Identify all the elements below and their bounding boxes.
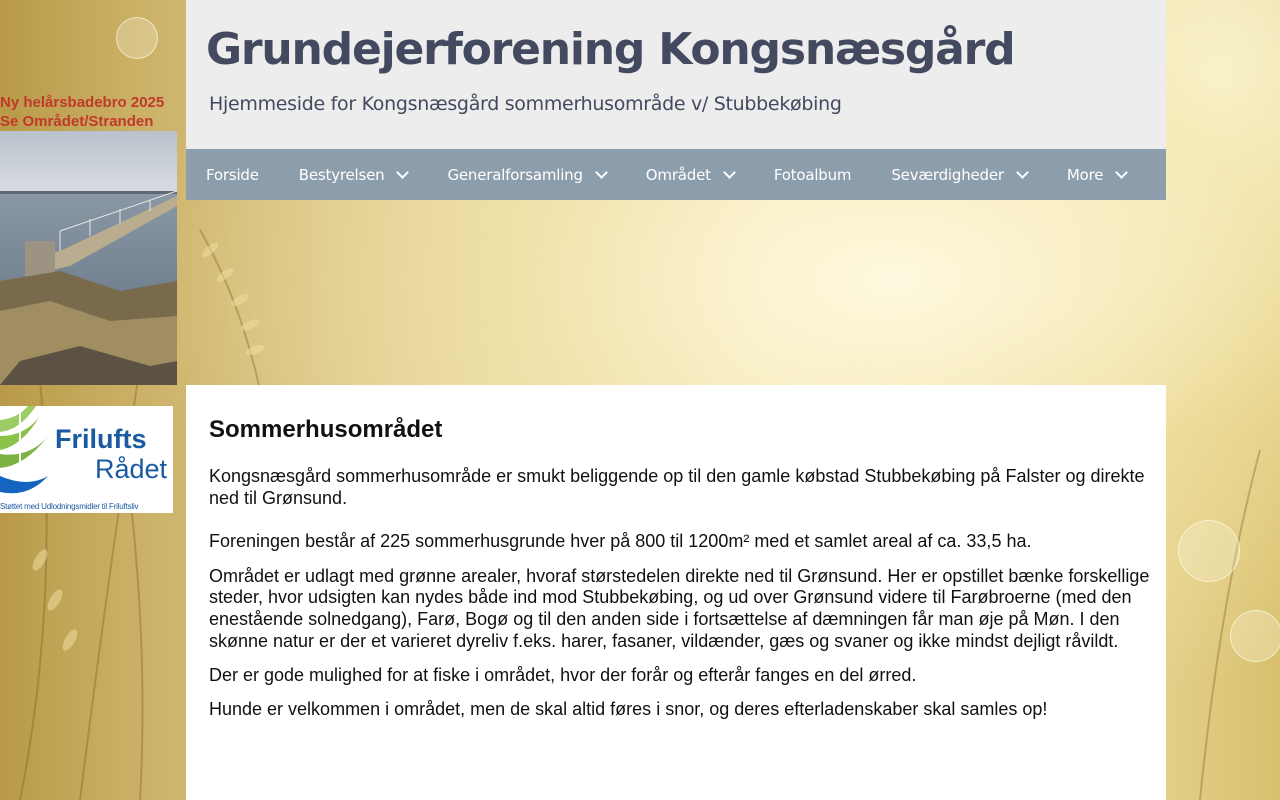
nav-item-label: Generalforsamling [447, 165, 583, 184]
friluftsraadet-logo[interactable] [0, 406, 173, 513]
nav-item-fotoalbum[interactable] [754, 149, 872, 200]
sidebar-link-area-beach[interactable]: Se Området/Stranden [0, 113, 154, 130]
chevron-down-icon [1016, 166, 1029, 179]
main-navigation [186, 149, 1166, 200]
article-body [209, 466, 1159, 733]
paragraph: Kongsnæsgård sommerhusområde er smukt beliggende op til den gamle købstad Stubbekøbing på Falster og direkte ned til Grønsund. [209, 466, 1145, 508]
page-title: Sommerhusområdet [209, 416, 443, 443]
pier-image [0, 131, 177, 385]
chevron-down-icon [595, 166, 608, 179]
nav-item-sevaerdigheder[interactable] [871, 149, 1047, 200]
nav-item-label: More [1066, 165, 1104, 184]
paragraph: Området er udlagt med grønne arealer, hvoraf størstedelen direkte ned til Grønsund. Her er opstillet bænke forskellige steder, hvor udsigten kan nydes både ind mod Stubbekøbing, og ud over Grønsund videre til Farøbroerne (med den enestående solnedgang), Farø, Bogø og til den anden side i fortsættelse af dæmningen får man øje på Møn. I den skønne natur er der et varieret dyreliv f.eks. harer, fasaner, vildænder, gæs og svaner og ikke mindst dejligt råvildt. [209, 565, 1150, 651]
site-title[interactable]: Grundejerforening Kongsnæsgård [206, 24, 1015, 75]
nav-item-generalforsamling[interactable] [427, 149, 625, 200]
site-header [186, 0, 1166, 149]
frilufts-logo-text-2: Rådet [95, 454, 168, 484]
nav-item-label: Området [645, 165, 711, 184]
nav-item-label: Seværdigheder [891, 165, 1004, 184]
nav-item-forside[interactable] [186, 149, 279, 200]
bokeh-decoration [1178, 520, 1240, 582]
nav-item-label: Bestyrelsen [298, 165, 385, 184]
chevron-down-icon [1115, 166, 1128, 179]
frilufts-logo-text-1: Frilufts [55, 424, 147, 454]
paragraph: Der er gode mulighed for at fiske i området, hvor der forår og efterår fanges en del ørred. [209, 664, 917, 685]
bokeh-decoration [116, 17, 158, 59]
paragraph: Foreningen består af 225 sommerhusgrunde hver på 800 til 1200m² med et samlet areal af ca. 33,5 ha. [209, 531, 1032, 552]
bokeh-decoration [1230, 610, 1280, 662]
chevron-down-icon [723, 166, 736, 179]
bathing-bridge-photo[interactable] [0, 131, 177, 385]
frilufts-logo-caption: Støttet med Udlodningsmidler til Friluftsliv [0, 502, 139, 511]
main-content [186, 385, 1166, 800]
nav-item-omraadet[interactable] [626, 149, 754, 200]
nav-item-bestyrelsen[interactable] [279, 149, 428, 200]
sidebar-link-new-bathing-bridge[interactable]: Ny helårsbadebro 2025 [0, 94, 165, 111]
site-subtitle: Hjemmeside for Kongsnæsgård sommerhusområde v/ Stubbekøbing [209, 93, 842, 115]
paragraph: Hunde er velkommen i området, men de skal altid føres i snor, og deres efterladenskaber skal samles op! [209, 699, 1048, 720]
nav-item-more[interactable] [1047, 149, 1146, 200]
nav-item-label: Fotoalbum [773, 165, 852, 184]
nav-item-label: Forside [206, 165, 259, 184]
chevron-down-icon [397, 166, 410, 179]
